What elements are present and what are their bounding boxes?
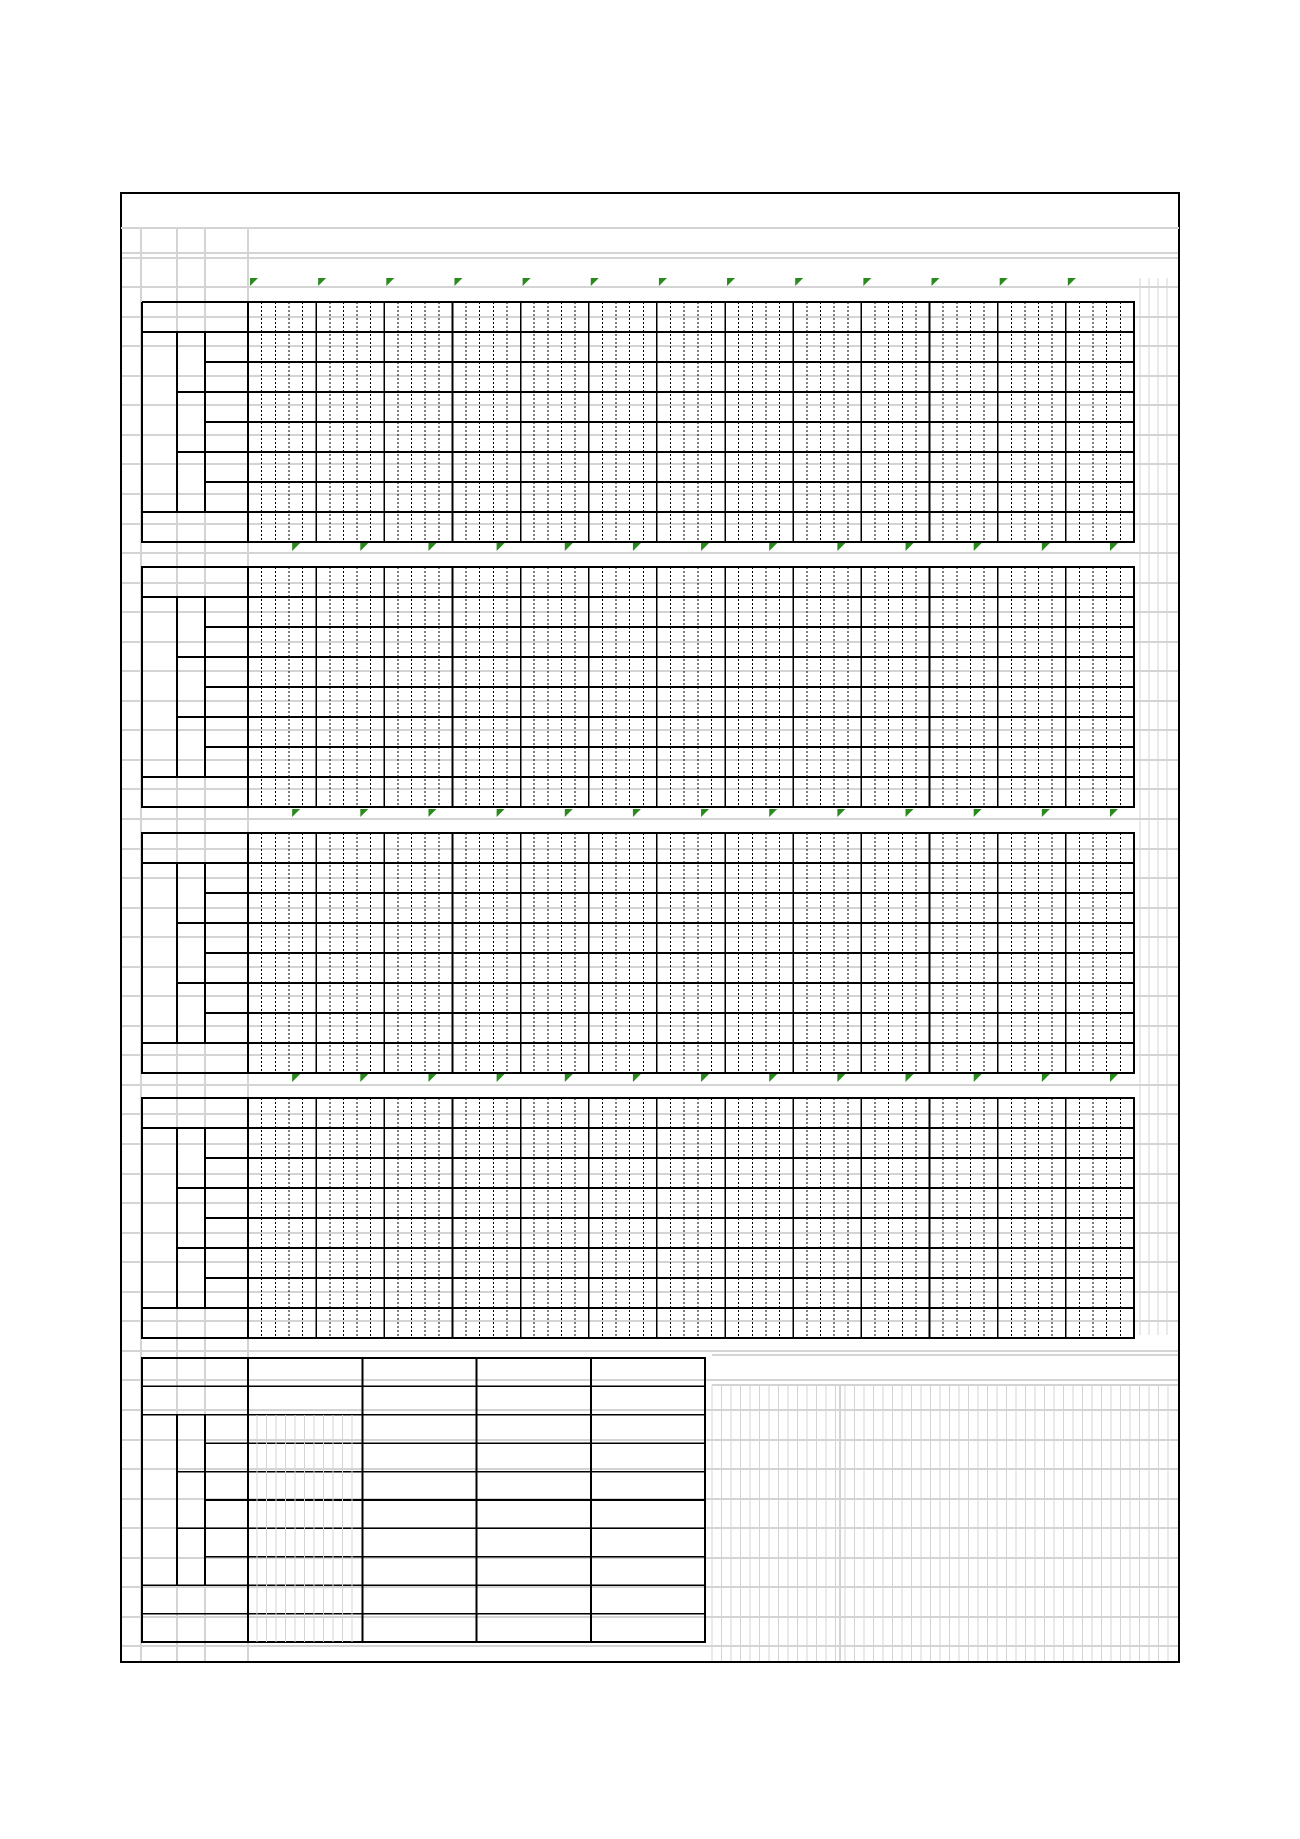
main-table: [142, 302, 1134, 542]
comment-indicator-icon: [837, 543, 845, 551]
comment-indicator-icon: [1042, 809, 1050, 817]
comment-indicator-icon: [906, 809, 914, 817]
comment-indicator-icon: [795, 278, 803, 286]
comment-indicator-icon: [701, 543, 709, 551]
comment-indicator-icon: [386, 278, 394, 286]
comment-indicator-icon: [250, 278, 258, 286]
comment-indicator-icon: [633, 543, 641, 551]
comment-indicator-icon: [1042, 1074, 1050, 1082]
tables: [142, 302, 1134, 1642]
comment-indicator-icon: [974, 543, 982, 551]
comment-indicator-icon: [565, 1074, 573, 1082]
comment-indicator-icon: [1042, 543, 1050, 551]
comment-indicator-icon: [360, 1074, 368, 1082]
comment-indicator-icon: [701, 1074, 709, 1082]
main-table: [142, 567, 1134, 807]
comment-indicator-icon: [497, 809, 505, 817]
comment-indicator-icon: [863, 278, 871, 286]
comment-indicator-icon: [360, 809, 368, 817]
comment-indicator-icon: [360, 543, 368, 551]
comment-indicator-icon: [1068, 278, 1076, 286]
print-area-border: [121, 193, 1179, 1662]
main-table: [142, 833, 1134, 1073]
comment-indicator-icon: [428, 809, 436, 817]
comment-indicator-icon: [497, 1074, 505, 1082]
comment-indicator-icon: [837, 1074, 845, 1082]
comment-indicator-icon: [428, 543, 436, 551]
comment-indicator-icon: [906, 1074, 914, 1082]
comment-indicator-icon: [932, 278, 940, 286]
comment-indicator-icon: [974, 809, 982, 817]
comment-indicator-icon: [565, 809, 573, 817]
comment-indicator-icon: [318, 278, 326, 286]
main-table: [142, 1098, 1134, 1338]
comment-indicator-icon: [837, 809, 845, 817]
comment-indicator-icon: [1110, 1074, 1118, 1082]
comment-indicator-icon: [292, 809, 300, 817]
comment-indicator-icon: [497, 543, 505, 551]
comment-indicator-icon: [906, 543, 914, 551]
comment-indicator-icon: [1110, 543, 1118, 551]
comment-indicator-icon: [1000, 278, 1008, 286]
comment-indicator-icon: [633, 1074, 641, 1082]
comment-indicator-icon: [769, 809, 777, 817]
page-frame: [121, 193, 1179, 1662]
comment-indicator-icon: [565, 543, 573, 551]
gridlines: [121, 228, 1179, 1662]
comment-indicator-icon: [659, 278, 667, 286]
comment-indicator-icon: [633, 809, 641, 817]
comment-indicator-icon: [523, 278, 531, 286]
comment-indicator-icon: [727, 278, 735, 286]
comment-indicator-icon: [769, 543, 777, 551]
comment-indicator-icon: [428, 1074, 436, 1082]
summary-table: [142, 1358, 705, 1642]
comment-indicator-icon: [1110, 809, 1118, 817]
comment-indicator-icon: [974, 1074, 982, 1082]
comment-indicator-icon: [591, 278, 599, 286]
comment-indicator-icon: [769, 1074, 777, 1082]
comment-indicator-icon: [292, 1074, 300, 1082]
comment-indicator-icon: [292, 543, 300, 551]
comment-indicator-icon: [701, 809, 709, 817]
comment-indicator-icon: [454, 278, 462, 286]
